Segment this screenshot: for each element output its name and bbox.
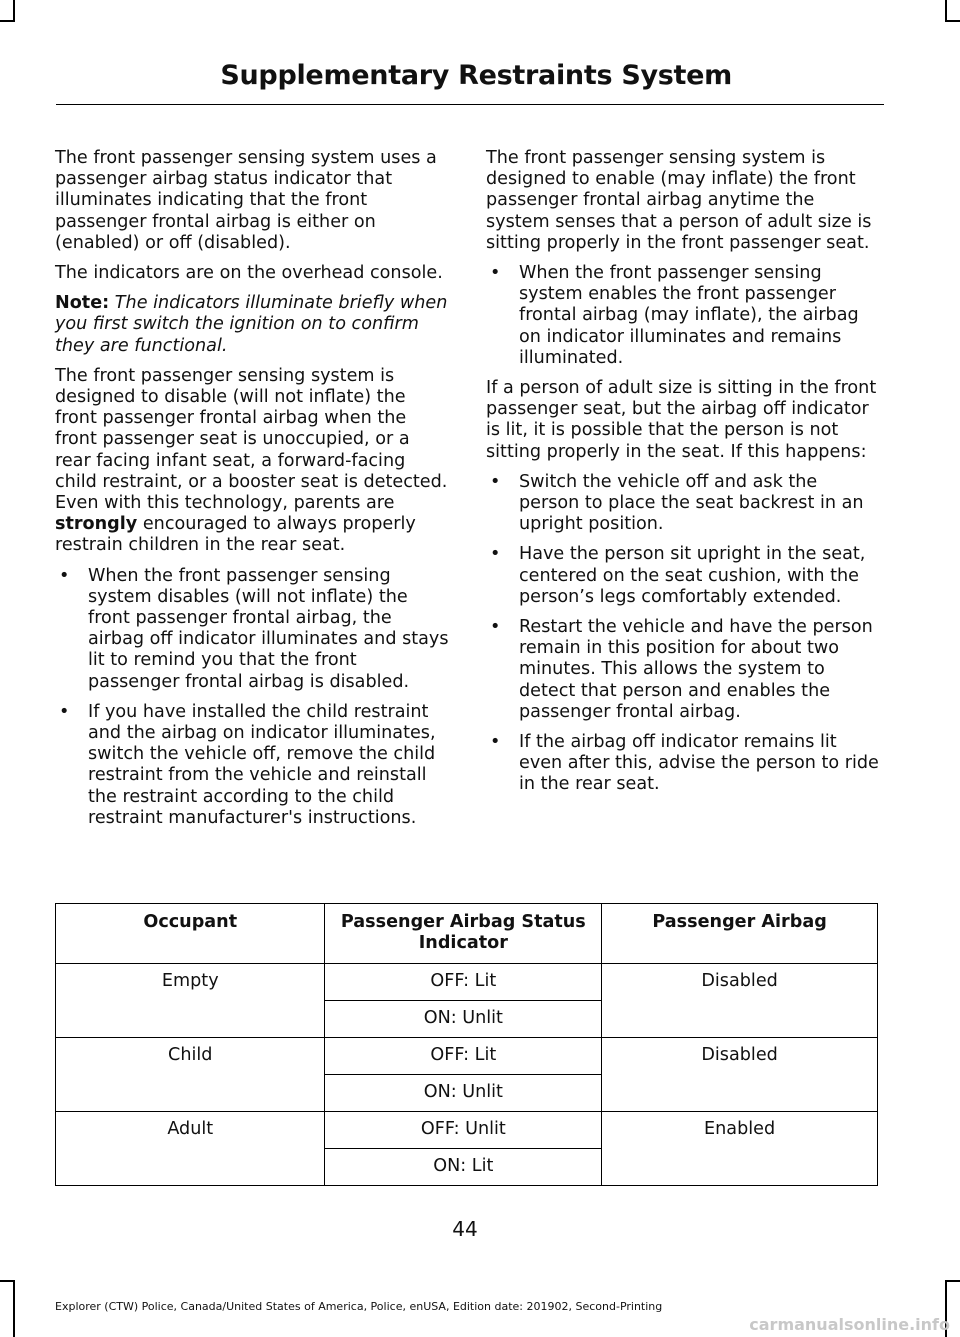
crop-mark xyxy=(945,0,947,20)
paragraph: The front passenger sensing system uses a passenger airbag status indicator that illuminates indicating that the front passenger frontal airbag is either on (enabled) or off (disabled). xyxy=(55,148,437,253)
note xyxy=(55,293,449,357)
indicator-cell: OFF: Unlit xyxy=(325,1112,602,1149)
header-rule xyxy=(56,104,884,105)
airbag-cell: Disabled xyxy=(602,1038,878,1112)
emphasis: strongly xyxy=(55,514,138,535)
occupant-cell: Adult xyxy=(56,1112,325,1186)
right-column xyxy=(486,148,882,805)
indicator-cell: OFF: Lit xyxy=(325,1038,602,1075)
bullet-list xyxy=(55,566,449,829)
bullet-list xyxy=(486,263,882,369)
crop-mark xyxy=(945,1280,960,1282)
indicator-cell: ON: Unlit xyxy=(325,1075,602,1112)
indicator-cell: OFF: Lit xyxy=(325,964,602,1001)
left-column xyxy=(55,148,449,838)
list-item: • If you have installed the child restraint and the airbag on indicator illuminates, switch the vehicle off, remove the child restraint from the vehicle and reinstall the restraint according to the child restraint manufacturer's instructions. xyxy=(55,702,449,829)
paragraph: The indicators are on the overhead console. xyxy=(55,263,443,284)
list-item: • Have the person sit upright in the seat, centered on the seat cushion, with the person’s legs comfortably extended. xyxy=(486,544,882,608)
page-title: Supplementary Restraints System xyxy=(220,60,732,91)
airbag-status-table xyxy=(55,903,878,1186)
crop-mark xyxy=(13,1280,15,1337)
table-row xyxy=(56,964,878,1001)
column-header: Passenger Airbag Status Indicator xyxy=(325,904,602,964)
paragraph: If a person of adult size is sitting in the front passenger seat, but the airbag off indicator is lit, it is possible that the person is not sitting properly in the seat. If this happens: xyxy=(486,378,877,462)
indicator-cell: ON: Lit xyxy=(325,1149,602,1186)
crop-mark xyxy=(0,20,15,22)
table-row xyxy=(56,1112,878,1149)
note-label: Note: xyxy=(55,293,110,314)
list-item: • Switch the vehicle off and ask the person to place the seat backrest in an upright position. xyxy=(486,472,882,536)
list-item: • Restart the vehicle and have the person remain in this position for about two minutes. This allows the system to detect that person and enables the passenger frontal airbag. xyxy=(486,617,882,723)
table-header-row xyxy=(56,904,878,964)
occupant-cell: Empty xyxy=(56,964,325,1038)
occupant-cell: Child xyxy=(56,1038,325,1112)
table-row xyxy=(56,1038,878,1075)
note-text: The indicators illuminate briefly when you first switch the ignition on to confirm they are functional. xyxy=(55,293,448,356)
paragraph xyxy=(55,366,449,557)
page-number: 44 xyxy=(452,1217,478,1241)
paragraph-text: encouraged to always properly restrain children in the rear seat. xyxy=(55,514,416,556)
paragraph-text: The front passenger sensing system is designed to disable (will not inflate) the front passenger frontal airbag when the front passenger seat is unoccupied, or a rear facing infant seat, a forward-facing child restraint, or a booster seat is detected. Even with this technology, parents are xyxy=(55,365,448,514)
airbag-cell: Enabled xyxy=(602,1112,878,1186)
column-header: Passenger Airbag xyxy=(602,904,878,964)
crop-mark xyxy=(13,0,15,20)
list-item: • When the front passenger sensing system enables the front passenger frontal airbag (may inflate), the airbag on indicator illuminates and remains illuminated. xyxy=(486,263,882,369)
list-item: • When the front passenger sensing system disables (will not inflate) the front passenger frontal airbag, the airbag off indicator illuminates and stays lit to remind you that the front passenger frontal airbag is disabled. xyxy=(55,566,449,693)
paragraph: The front passenger sensing system is designed to enable (may inflate) the front passenger frontal airbag anytime the system senses that a person of adult size is sitting properly in the front passenger seat. xyxy=(486,148,872,253)
crop-mark xyxy=(0,1280,15,1282)
footer-text: Explorer (CTW) Police, Canada/United States of America, Police, enUSA, Edition date: 201902, Second-Printing xyxy=(55,1300,663,1313)
column-header: Occupant xyxy=(56,904,325,964)
watermark: carmanualsonline.info xyxy=(749,1315,950,1334)
crop-mark xyxy=(945,20,960,22)
list-item: • If the airbag off indicator remains lit even after this, advise the person to ride in the rear seat. xyxy=(486,732,882,796)
bullet-list xyxy=(486,472,882,796)
indicator-cell: ON: Unlit xyxy=(325,1001,602,1038)
airbag-cell: Disabled xyxy=(602,964,878,1038)
